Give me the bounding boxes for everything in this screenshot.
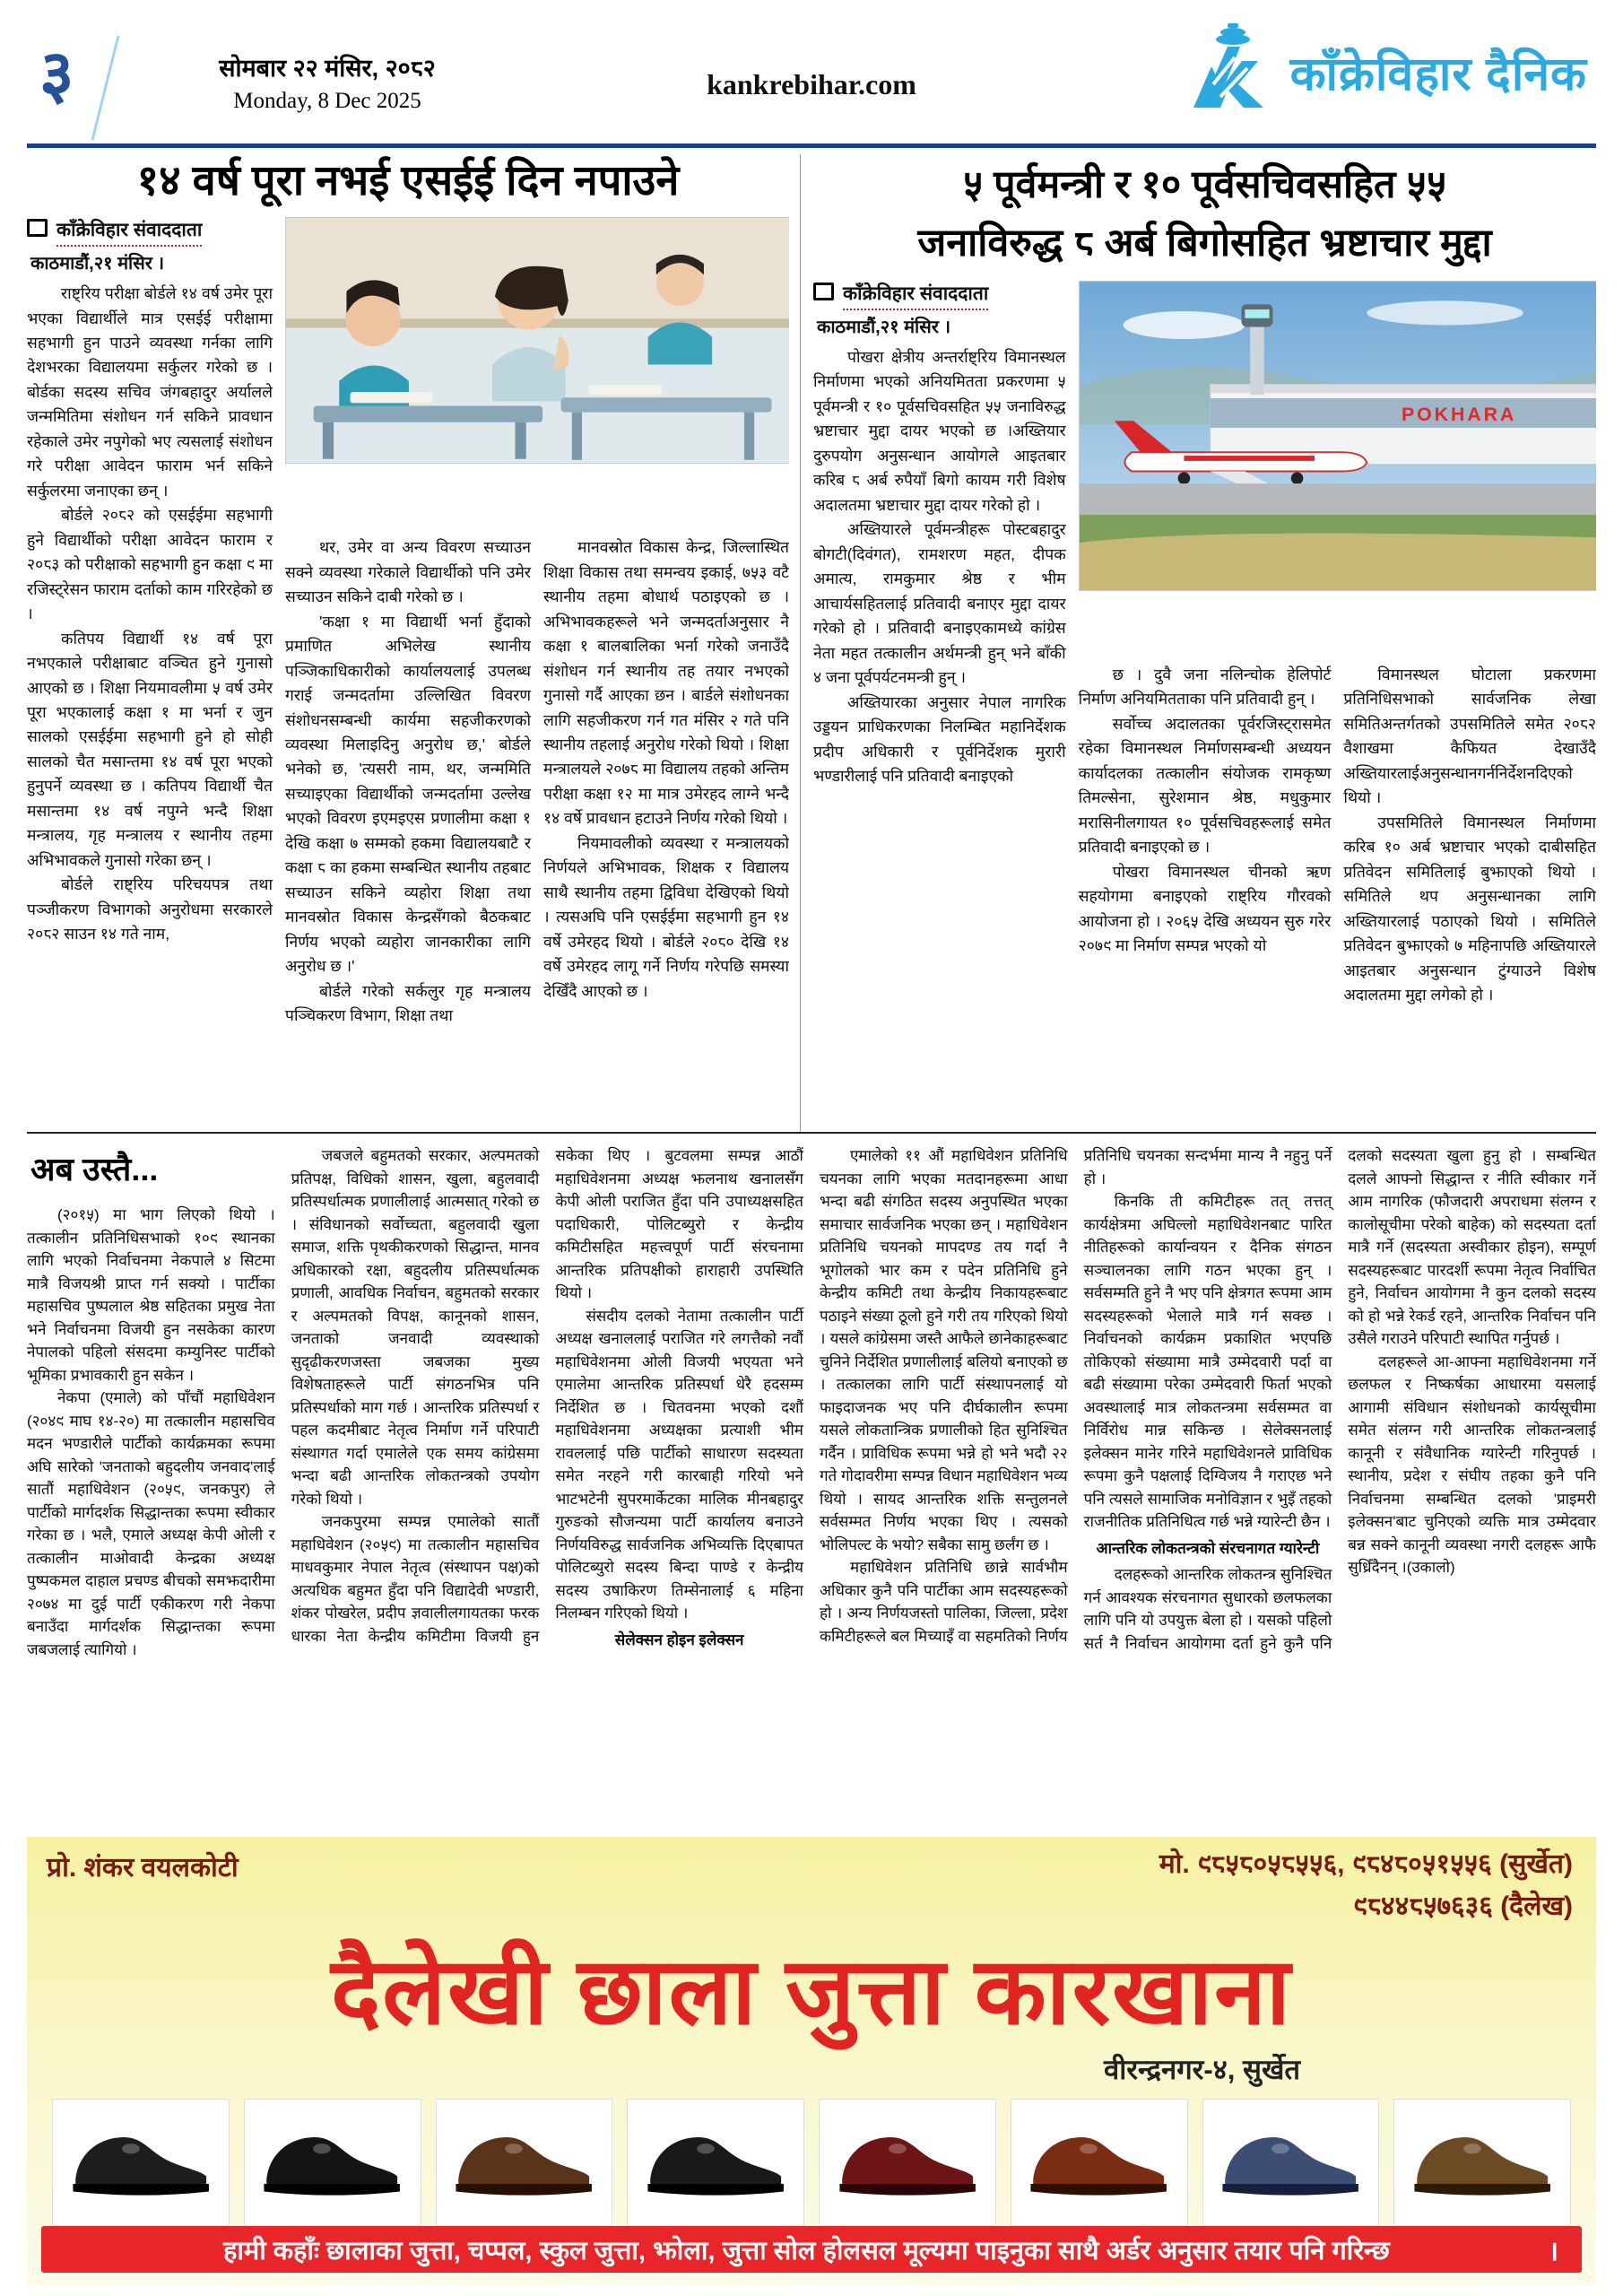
shoe-product-photo bbox=[1011, 2099, 1188, 2226]
ad-strip-text: हामी कहाँः छालाका जुत्ता, चप्पल, स्कुल जुत्ता, झोला, जुत्ता सोल होलसल मूल्यमा पाइनुका साथै अर्डर अनुसार तयार पनि गरिन्छ bbox=[222, 2236, 1390, 2266]
page-header bbox=[27, 16, 1596, 142]
article-paragraph: छ । दुवै जना नलिन्चोक हेलिपोर्ट निर्माण अनियमितताका पनि प्रतिवादी हुन् । bbox=[1078, 665, 1332, 709]
article-paragraph: अख्तियारले पूर्वमन्त्रीहरू पोस्टबहादुर बोगटी(दिवंगत), रामशरण महत, दीपक अमात्य, रामकुमार श्रेष्ठ र भीम आचार्यसहितलाई प्रतिवादी बनाएर मुद्दा दायर गरेको हो । प्रतिवादी बनाइएकामध्ये कांग्रेस नेता महत तत्कालीन अर्थमन्त्री हुन् भने बाँकी ४ जना पूर्वपर्यटनमन्त्री हुन् । bbox=[813, 520, 1066, 687]
shoe-product-photo bbox=[52, 2099, 230, 2226]
website-url: kankrebihar.com bbox=[707, 68, 916, 100]
dateline: काठमाडौं,२१ मंसिर । bbox=[30, 254, 165, 274]
article-paragraph: थर, उमेर वा अन्य विवरण सच्याउन सक्ने व्यवस्था गरेकाले विद्यार्थीको पनि उमेर सच्याउन सकिने दाबी गरेको छ । bbox=[285, 538, 531, 606]
feature-paragraph: सेलेक्सन होइन इलेक्सन bbox=[614, 1631, 744, 1648]
date-english: Monday, 8 Dec 2025 bbox=[233, 89, 421, 113]
dateline: काठमाडौं,२१ मंसिर । bbox=[817, 317, 951, 337]
ad-strip-end-mark: । bbox=[1548, 2236, 1558, 2266]
feature-paragraph: महाधिवेशन प्रतिनिधि छान्ने सार्वभौम अधिकार कुनै पनि पार्टीका आम सदस्यहरूको हो । अन्य निर्णयजस्तो पालिका, जिल्ला, प्रदेश कमिटीहरूले बल मिच्याइँ वा सहमतिको निर्णय प्रतिनिधि चयनका सन्दर्भमा मान्य नै नहुनु पर्ने हो । bbox=[819, 1147, 1332, 1645]
right-headline-line2: जनाविरुद्ध ८ अर्ब बिगोसहित भ्रष्टाचार मुद्दा bbox=[917, 221, 1492, 265]
left-article-column-1 bbox=[27, 217, 273, 1091]
ad-phone-line2: ९८४४८५७६३६ (दैलेख) bbox=[1352, 1891, 1573, 1921]
right-article-headline bbox=[813, 156, 1596, 272]
right-article-column-2 bbox=[1079, 663, 1332, 1070]
feature-paragraph: (२०१५) मा भाग लिएको थियो । तत्कालीन प्रतिनिधिसभाको १०९ स्थानका लागि भएको निर्वाचनमा नेकपाले ४ सिटमा मात्रै विजयश्री प्राप्त गर्न सक्यो । पार्टीका महासचिव पुष्पलाल श्रेष्ठ सहितका प्रमुख नेता भने निर्वाचनमा विजयी हुन नसकेका कारण नेपालको पहिलो संसदमा कम्युनिस्ट पार्टीको भूमिका प्रभावकारी हुन सकेन । bbox=[27, 1206, 275, 1384]
byline-square-icon bbox=[813, 283, 834, 300]
feature-paragraph: आन्तरिक लोकतन्त्रको संरचनागत ग्यारेन्टी bbox=[1096, 1539, 1320, 1557]
feature-paragraph: नेकपा (एमाले) को पाँचौं महाधिवेशन (२०४९ माघ १४-२०) मा तत्कालीन महासचिव मदन भण्डारीले पार्टीको कार्यक्रमका रूपमा अघि सारेको 'जनताको बहुदलीय जनवाद'लाई सातौं महाधिवेशन (२०५९, जनकपुर) ले पार्टीको मार्गदर्शक सिद्धान्तका रूपमा स्वीकार गरेका छ । भलै, एमाले अध्यक्ष केपी ओली र तत्कालीन माओवादी केन्द्रका अध्यक्ष पुष्पकमल दाहाल प्रचण्ड बीचको समझदारीमा २०७४ मा दुई पार्टी एकीकरण गरी नेकपा बनाउँदा मार्गदर्शक सिद्धान्तका रूपमा जबजलाई त्यागियो । bbox=[27, 1389, 275, 1658]
byline bbox=[813, 281, 1066, 310]
top-articles-row bbox=[27, 154, 1596, 1132]
masthead-logo-icon bbox=[1188, 22, 1278, 123]
article-paragraph: बोर्डले राष्ट्रिय परिचयपत्र तथा पञ्जीकरण विभागको अनुरोधमा सरकारले २०८२ साउन १४ गते नाम, bbox=[27, 875, 273, 944]
page-number: ३ bbox=[39, 37, 74, 111]
feature-paragraph: जनकपुरमा सम्पन्न एमालेको सातौं महाधिवेशन (२०५९) मा तत्कालीन महासचिव माधवकुमार नेपाल नेतृत्व (संस्थापन पक्ष)को अत्यधिक बहुमत हुँदा पनि विद्यादेवी भण्डारी, शंकर पोखरेल, प्रदीप ज्ञवालीलगायतका फरक धारका नेता केन्द्रीय कमिटीमा विजयी हुन सकेका थिए । बुटवलमा सम्पन्न आठौं महाधिवेशनमा अध्यक्ष झलनाथ खनालसँग केपी ओली पराजित हुँदा पनि उपाध्यक्षसहित पदाधिकारी, पोलिटब्युरो र केन्द्रीय कमिटीसहित महत्त्वपूर्ण पार्टी संरचनामा आन्तरिक प्रतिपक्षीको हाराहारी उपस्थिति थियो । bbox=[291, 1147, 803, 1645]
shoe-product-photo bbox=[436, 2099, 613, 2226]
ad-bottom-strip bbox=[41, 2226, 1582, 2273]
article-paragraph: बोर्डले गरेको सर्कलुर गृह मन्त्रालय पञ्चिकरण विभाग, शिक्षा तथा bbox=[285, 981, 531, 1025]
article-paragraph: कतिपय विद्यार्थी १४ वर्ष पूरा नभएकाले परीक्षाबाट वञ्चित हुने गुनासो आएको छ । शिक्षा नियमावलीमा ५ वर्ष उमेर पूरा भएकालाई कक्षा १ मा भर्ना र जुन सालको एसईईमा सहभागी हुने हो सोही सालको चैत मसान्तमा १४ वर्ष पूरा भएको हुनुपर्ने व्यवस्था छ । कतिपय विद्यार्थी चैत मसान्तमा १४ वर्ष नपुग्ने भन्दै शिक्षा मन्त्रालय, गृह मन्त्रालय र स्थानीय तहमा अभिभावकले गुनासो गरेका छन् । bbox=[27, 629, 273, 869]
right-article-column-1 bbox=[813, 281, 1066, 1070]
date-nepali: सोमबार २२ मंसिर, २०८२ bbox=[219, 55, 436, 82]
shoe-factory-ad bbox=[27, 1837, 1596, 2285]
article-see-age bbox=[27, 154, 800, 1132]
article-paragraph: मानवस्रोत विकास केन्द्र, जिल्लास्थित शिक्षा विकास तथा समन्वय इकाई, ७५३ वटै स्थानीय तहमा बोधार्थ पठाइएको छ । अभिभावकहरूले भने जन्मदर्ताअनुसार नै कक्षा १ बालबालिका भर्ना गरेको जनाउँदै संशोधन गर्न स्थानीय तह तयार नभएको गुनासो गर्दै आएका छन । बार्डले संशोधनका लागि सहजीकरण गर्न गत मंसिर २ गते पनि स्थानीय तहलाई अनुरोध गरेको थियो । शिक्षा मन्त्रालयले २०७८ मा विद्यालय तहको अन्तिम परीक्षा कक्षा १२ मा मात्र उमेरहद लाग्ने भन्दै १४ वर्षे प्रावधान हटाउने निर्णय गरेको थियो । bbox=[543, 538, 789, 828]
shoe-product-photo bbox=[819, 2099, 996, 2226]
shoe-product-photo bbox=[627, 2099, 804, 2226]
feature-paragraph: जबजले बहुमतको सरकार, अल्पमतको प्रतिपक्ष, विधिको शासन, खुला, बहुलवादी प्रतिस्पर्धात्मक प्रणालीलाई आत्मसात् गरेको छ । संविधानको सर्वोच्चता, बहुलवादी खुला समाज, शक्ति पृथकीकरणको सिद्धान्त, मानव अधिकारको रक्षा, बहुदलीय प्रतिस्पर्धात्मक प्रणाली, आवधिक निर्वाचन, बहुमतको सरकार र अल्पमतको विपक्ष, कानूनको शासन, जनताको जनवादी व्यवस्थाको सुदृढीकरणजस्ता जबजका मुख्य विशेषताहरूले पार्टी संगठनभित्र पनि प्रतिस्पर्धाको माग गर्छ । आन्तरिक प्रतिस्पर्धा र पहल कदमीबाट नेतृत्व निर्माण गर्ने परिपाटी संस्थागत गर्दा एमालेले एक समय कांग्रेसमा भन्दा बढी आन्तरिक लोकतन्त्रको उपयोग गरेको थियो । bbox=[291, 1147, 540, 1508]
article-paragraph: पोखरा क्षेत्रीय अन्तर्राष्ट्रिय विमानस्थल निर्माणमा भएको अनियमितता प्रकरणमा ५ पूर्वमन्त्री र १० पूर्वसचिवसहित ५५ जनाविरुद्ध भ्रष्टाचार मुद्दा दायर भएको छ ।अख्तियार दुरुपयोग अनुसन्धान आयोगले आइतबार करिब ८ अर्ब रुपैयाँ बिगो कायम गरी विशेष अदालतमा भ्रष्टाचार मुद्दा दायर गरेको हो । bbox=[813, 348, 1066, 514]
article-corruption-case bbox=[800, 154, 1596, 1132]
feature-columns bbox=[27, 1144, 1596, 1822]
article-paragraph: विमानस्थल घोटाला प्रकरणमा प्रतिनिधिसभाको सार्वजनिक लेखा समितिअन्तर्गतको उपसमितिले समेत २०८२ वैशाखमा कैफियत देखाउँदै अख्तियारलाईअनुसन्धानगर्ननिर्देशनदिएको थियो । bbox=[1343, 665, 1596, 807]
article-paragraph: अख्तियारका अनुसार नेपाल नागरिक उड्डयन प्राधिकरणका निलम्बित महानिर्देशक प्रदीप अधिकारी र पूर्वनिर्देशक मुरारी भण्डारीलाई पनि प्रतिवादी बनाइएको bbox=[813, 692, 1066, 785]
feature-paragraph: दलहरूले आ-आफ्ना महाधिवेशनमा गर्ने छलफल र निष्कर्षका आधारमा यसलाई आगामी संविधान संशोधनको कार्यसूचीमा समेत संलग्न गरी आन्तरिक लोकतन्त्रलाई कानूनी र संवैधानिक ग्यारेन्टी गरिनुपर्छ । स्थानीय, प्रदेश र संघीय तहका कुनै पनि निर्वाचनमा सम्बन्धित दलको 'प्राइमरी इलेक्सन'बाट चुनिएको व्यक्ति मात्र उम्मेदवार बन्न सक्ने कानूनी व्यवस्था नगरी दलहरू आफै सुध्रिँदैनन् ।(उकालो) bbox=[1348, 1352, 1596, 1576]
svg-text:POKHARA: POKHARA bbox=[1401, 404, 1516, 426]
classroom-illustration bbox=[285, 217, 789, 535]
shoe-product-row bbox=[52, 2099, 1571, 2226]
right-article-column-3 bbox=[1343, 663, 1596, 1070]
shoe-product-photo bbox=[244, 2099, 421, 2226]
ad-phone-numbers bbox=[1159, 1844, 1573, 1927]
feature-section bbox=[27, 1132, 1596, 1830]
header-rule bbox=[27, 144, 1596, 148]
shoe-product-photo bbox=[1393, 2099, 1571, 2226]
left-article-column-2 bbox=[285, 535, 531, 1091]
article-paragraph: उपसमितिले विमानस्थल निर्माणमा करिब १० अर्ब भ्रष्टाचार भएको दाबीसहित प्रतिवेदन समितिलाई बुझाएको थियो । समितिले थप अनुसन्धानका लागि अख्तियारलाई पठाएको थियो । समितिले प्रतिवेदन बुझाएको ७ महिनापछि अख्तियारले आइतबार अनुसन्धान टुंग्याउने विशेष अदालतमा मुद्दा लगेको हो । bbox=[1343, 813, 1596, 1004]
byline-name: काँक्रेविहार संवाददाता bbox=[843, 281, 988, 310]
ad-title: दैलेखी छाला जुत्ता कारखाना bbox=[331, 1940, 1292, 2044]
article-paragraph: बोर्डले २०८२ को एसईईमा सहभागी हुने विद्यार्थीको परीक्षा आवेदन फाराम र २०८३ को परीक्षाको सहभागी हुन कक्षा ९ मा रजिस्ट्रेसन फाराम दर्ताको काम गरिरहेको छ । bbox=[27, 506, 273, 623]
ad-proprietor: प्रो. शंकर वयलकोटी bbox=[47, 1853, 239, 1883]
feature-paragraph: संसदीय दलको नेतामा तत्कालीन पार्टी अध्यक्ष खनाललाई पराजित गरे लगत्तैको नवौं महाधिवेशनमा ओली विजयी भएयता भने एमालेमा आन्तरिक प्रतिस्पर्धा धेरै हदसम्म निर्देशित छ । चितवनमा भएको दशौं महाधिवेशनमा अध्यक्षका प्रत्याशी भीम रावललाई पछि पार्टीको साधारण सदस्यता समेत नरहने गरी कारबाही गरियो भने भाटभटेनी सुपरमार्केटका मालिक मीनबहादुर गुरुङको सौजन्यमा पार्टी कार्यालय बनाउने निर्णयविरुद्ध सार्वजनिक अभिव्यक्ति दिएबापत पोलिटब्युरो सदस्य बिन्दा पाण्डे र केन्द्रीय सदस्य उषाकिरण तिम्सेनालाई ६ महिना निलम्बन गरिएको थियो । bbox=[555, 1307, 803, 1622]
ad-phone-line1: मो. ९८५८०५८५५६, ९८४८०५१५५६ (सुर्खेत) bbox=[1159, 1849, 1573, 1879]
feature-title: अब उस्तै... bbox=[30, 1151, 159, 1187]
feature-paragraph: किनकि ती कमिटीहरू तत् तत्तत् कार्यक्षेत्रमा अघिल्लो महाधिवेशनबाट पारित नीतिहरूको कार्यान्वयन र दैनिक संगठन सञ्चालनका लागि गठन भएका हुन् । सर्वसम्मति हुने नै भए पनि क्षेत्रगत रूपमा आम सदस्यहरूको भेलाले मात्रै गर्न सक्छ । निर्वाचनको कार्यक्रम प्रकाशित भएपछि तोकिएको संख्यामा मात्रै उम्मेदवारी पर्दा वा बढी संख्यामा परेका उम्मेदवारी फिर्ता भएको अवस्थालाई मात्र लोकतन्त्रमा सर्वसम्मत वा निर्विरोध मान्न सकिन्छ । सेलेक्सनलाई इलेक्सन मानेर गरिने महाधिवेशनले प्राविधिक रूपमा कुनै पक्षलाई दिग्विजय नै गराएछ भने पनि त्यसले सामाजिक मनोविज्ञान र भुइँ तहको राजनीतिक प्रतिनिधित्व गर्छ भन्ने ग्यारेन्टी छैन । bbox=[1083, 1193, 1332, 1530]
byline-name: काँक्रेविहार संवाददाता bbox=[56, 217, 202, 247]
article-paragraph: राष्ट्रिय परीक्षा बोर्डले १४ वर्ष उमेर पूरा भएका विद्यार्थीले मात्र एसईई परीक्षामा सहभागी हुन पाउने व्यवस्था गर्नका लागि देशभरका विद्यालयमा सर्कुलर गरेको छ । बोर्डका सदस्य सचिव जंगबहादुर अर्यालले जन्ममितिमा संशोधन गर्न सकिने प्रावधान रहेकाले उमेर नपुगेको भए त्यसलाई संशोधन गरे परीक्षा आवेदन फाराम भर्न सकिने सर्कुलरमा जनाएका छन् । bbox=[27, 284, 273, 500]
byline-square-icon bbox=[27, 219, 48, 237]
article-paragraph: पोखरा विमानस्थल चीनको ऋण सहयोगमा बनाइएको राष्ट्रिय गौरवको आयोजना हो । २०६५ देखि अध्ययन सुरु गरेर २०७९ मा निर्माण सम्पन्न भएको यो bbox=[1078, 862, 1332, 955]
article-paragraph: 'कक्षा १ मा विद्यार्थी भर्ना हुँदाको प्रमाणित अभिलेख स्थानीय पञ्जिकाधिकारीको कार्यालयलाई उपलब्ध गराई जन्मदर्तामा उल्लिखित विवरण संशोधनसम्बन्धी कार्यमा सहजीकरणको व्यवस्था मिलाइदिनु अनुरोध छ,' बोर्डले भनेको छ, 'त्यसरी नाम, थर, जन्ममिति सच्याइएका विद्यार्थीको जन्मदर्तामा उल्लेख भएको विवरण इएमइएस प्रणालीमा कक्षा १ देखि कक्षा ७ सम्मको हकमा विद्यालयबाटै र कक्षा ८ का हकमा सम्बन्धित स्थानीय तहबाट सच्याउन सकिने व्यहोरा शिक्षा तथा मानवस्रोत विकास केन्द्रसँगको बैठकबाट निर्णय भएको व्यहोरा जानकारीका लागि अनुरोध छ ।' bbox=[285, 612, 531, 976]
masthead bbox=[1188, 22, 1587, 123]
left-article-headline: १४ वर्ष पूरा नभई एसईई दिन नपाउने bbox=[136, 156, 680, 204]
feature-paragraph: दलहरूको आन्तरिक लोकतन्त्र सुनिश्चित गर्न आवश्यक संरचनागत सुधारको छलफलका लागि पनि यो उपयुक्त बेला हो । यसको पहिलो सर्त नै निर्वाचन आयोगमा दर्ता हुने कुनै पनि दलको सदस्यता खुला हुनु हो । सम्बन्धित दलले आफ्नो सिद्धान्त र नीति स्वीकार गर्ने आम नागरिक (फौजदारी अपराधमा संलग्न र कालोसूचीमा परेको बाहेक) को सदस्यता दर्ता मात्रै गर्ने (सदस्यता अस्वीकार होइन), सम्पूर्ण सदस्यहरूबाट पारदर्शी रूपमा नेतृत्व निर्वाचित हुने, निर्वाचन आयोगमा नै कुन दलको सदस्य को हो भन्ने रेकर्ड रहने, आन्तरिक निर्वाचन पनि उसैले गराउने परिपाटी स्थापित गर्नुपर्छ । bbox=[1083, 1147, 1596, 1652]
article-paragraph: नियमावलीको व्यवस्था र मन्त्रालयको निर्णयले अभिभावक, शिक्षक र विद्यालय साथै स्थानीय तहमा द्विविधा देखिएको थियो । त्यसअघि पनि एसईईमा सहभागी हुन १४ वर्षे उमेरहद थियो । बोर्डले २०८० देखि १४ वर्षे उमेरहद लागू गर्ने निर्णय गरेपछि समस्या देखिँदै आएको छ । bbox=[543, 833, 789, 1000]
article-paragraph: सर्वोच्च अदालतका पूर्वरजिस्ट्रासमेत रहेका विमानस्थल निर्माणसम्बन्धी अध्ययन कार्यादलका तत्कालीन संयोजक रामकृष्ण तिमल्सेना, सुरेशमान श्रेष्ठ, मधुकुमार मरासिनीलगायत १० पूर्वसचिवहरूलाई समेत प्रतिवादी बनाइएको छ । bbox=[1078, 714, 1332, 857]
right-headline-line1: ५ पूर्वमन्त्री र १० पूर्वसचिवसहित ५५ bbox=[962, 163, 1447, 206]
masthead-title: काँक्रेविहार दैनिक bbox=[1289, 48, 1587, 100]
feature-paragraph: एमालेको ११ औं महाधिवेशन प्रतिनिधि चयनका लागि भएका मतदानहरूमा आधा भन्दा बढी संगठित सदस्य अनुपस्थित भएका समाचार सार्वजनिक भएका छन् । महाधिवेशन प्रतिनिधि चयनको मापदण्ड तय गर्दा नै भूगोलको भार कम र पदेन प्रतिनिधि हुने केन्द्रीय कमिटी तथा केन्द्रीय निकायहरूबाट पठाइने संख्या ठूलो हुने गरी तय गरिएको थियो । यसले कांग्रेसमा जस्तै आफैले छानेकाहरूबाट चुनिने निर्देशित प्रणालीलाई बलियो बनाएको छ । तत्कालका लागि पार्टी संस्थापनलाई यो फाइदाजनक भए पनि दीर्घकालीन रूपमा यसले लोकतान्त्रिक प्रणालीको हित सुनिश्चित गर्दैन । प्राविधिक रूपमा भन्ने हो भने भदौ २२ गते गोदावरीमा सम्पन्न विधान महाधिवेशन भव्य थियो । सायद आन्तरिक शक्ति सन्तुलनले सर्वसम्मत निर्णय भएका थिए । त्यसको भोलिपल्ट के भयो? सबैका सामु छर्लंग छ । bbox=[819, 1147, 1068, 1553]
shoe-product-photo bbox=[1202, 2099, 1380, 2226]
ad-address: वीरन्द्रनगर-४, सुर्खेत bbox=[1104, 2054, 1300, 2085]
byline bbox=[27, 217, 273, 247]
left-article-column-3 bbox=[543, 535, 789, 1091]
pokhara-airport-photo bbox=[1079, 281, 1596, 663]
